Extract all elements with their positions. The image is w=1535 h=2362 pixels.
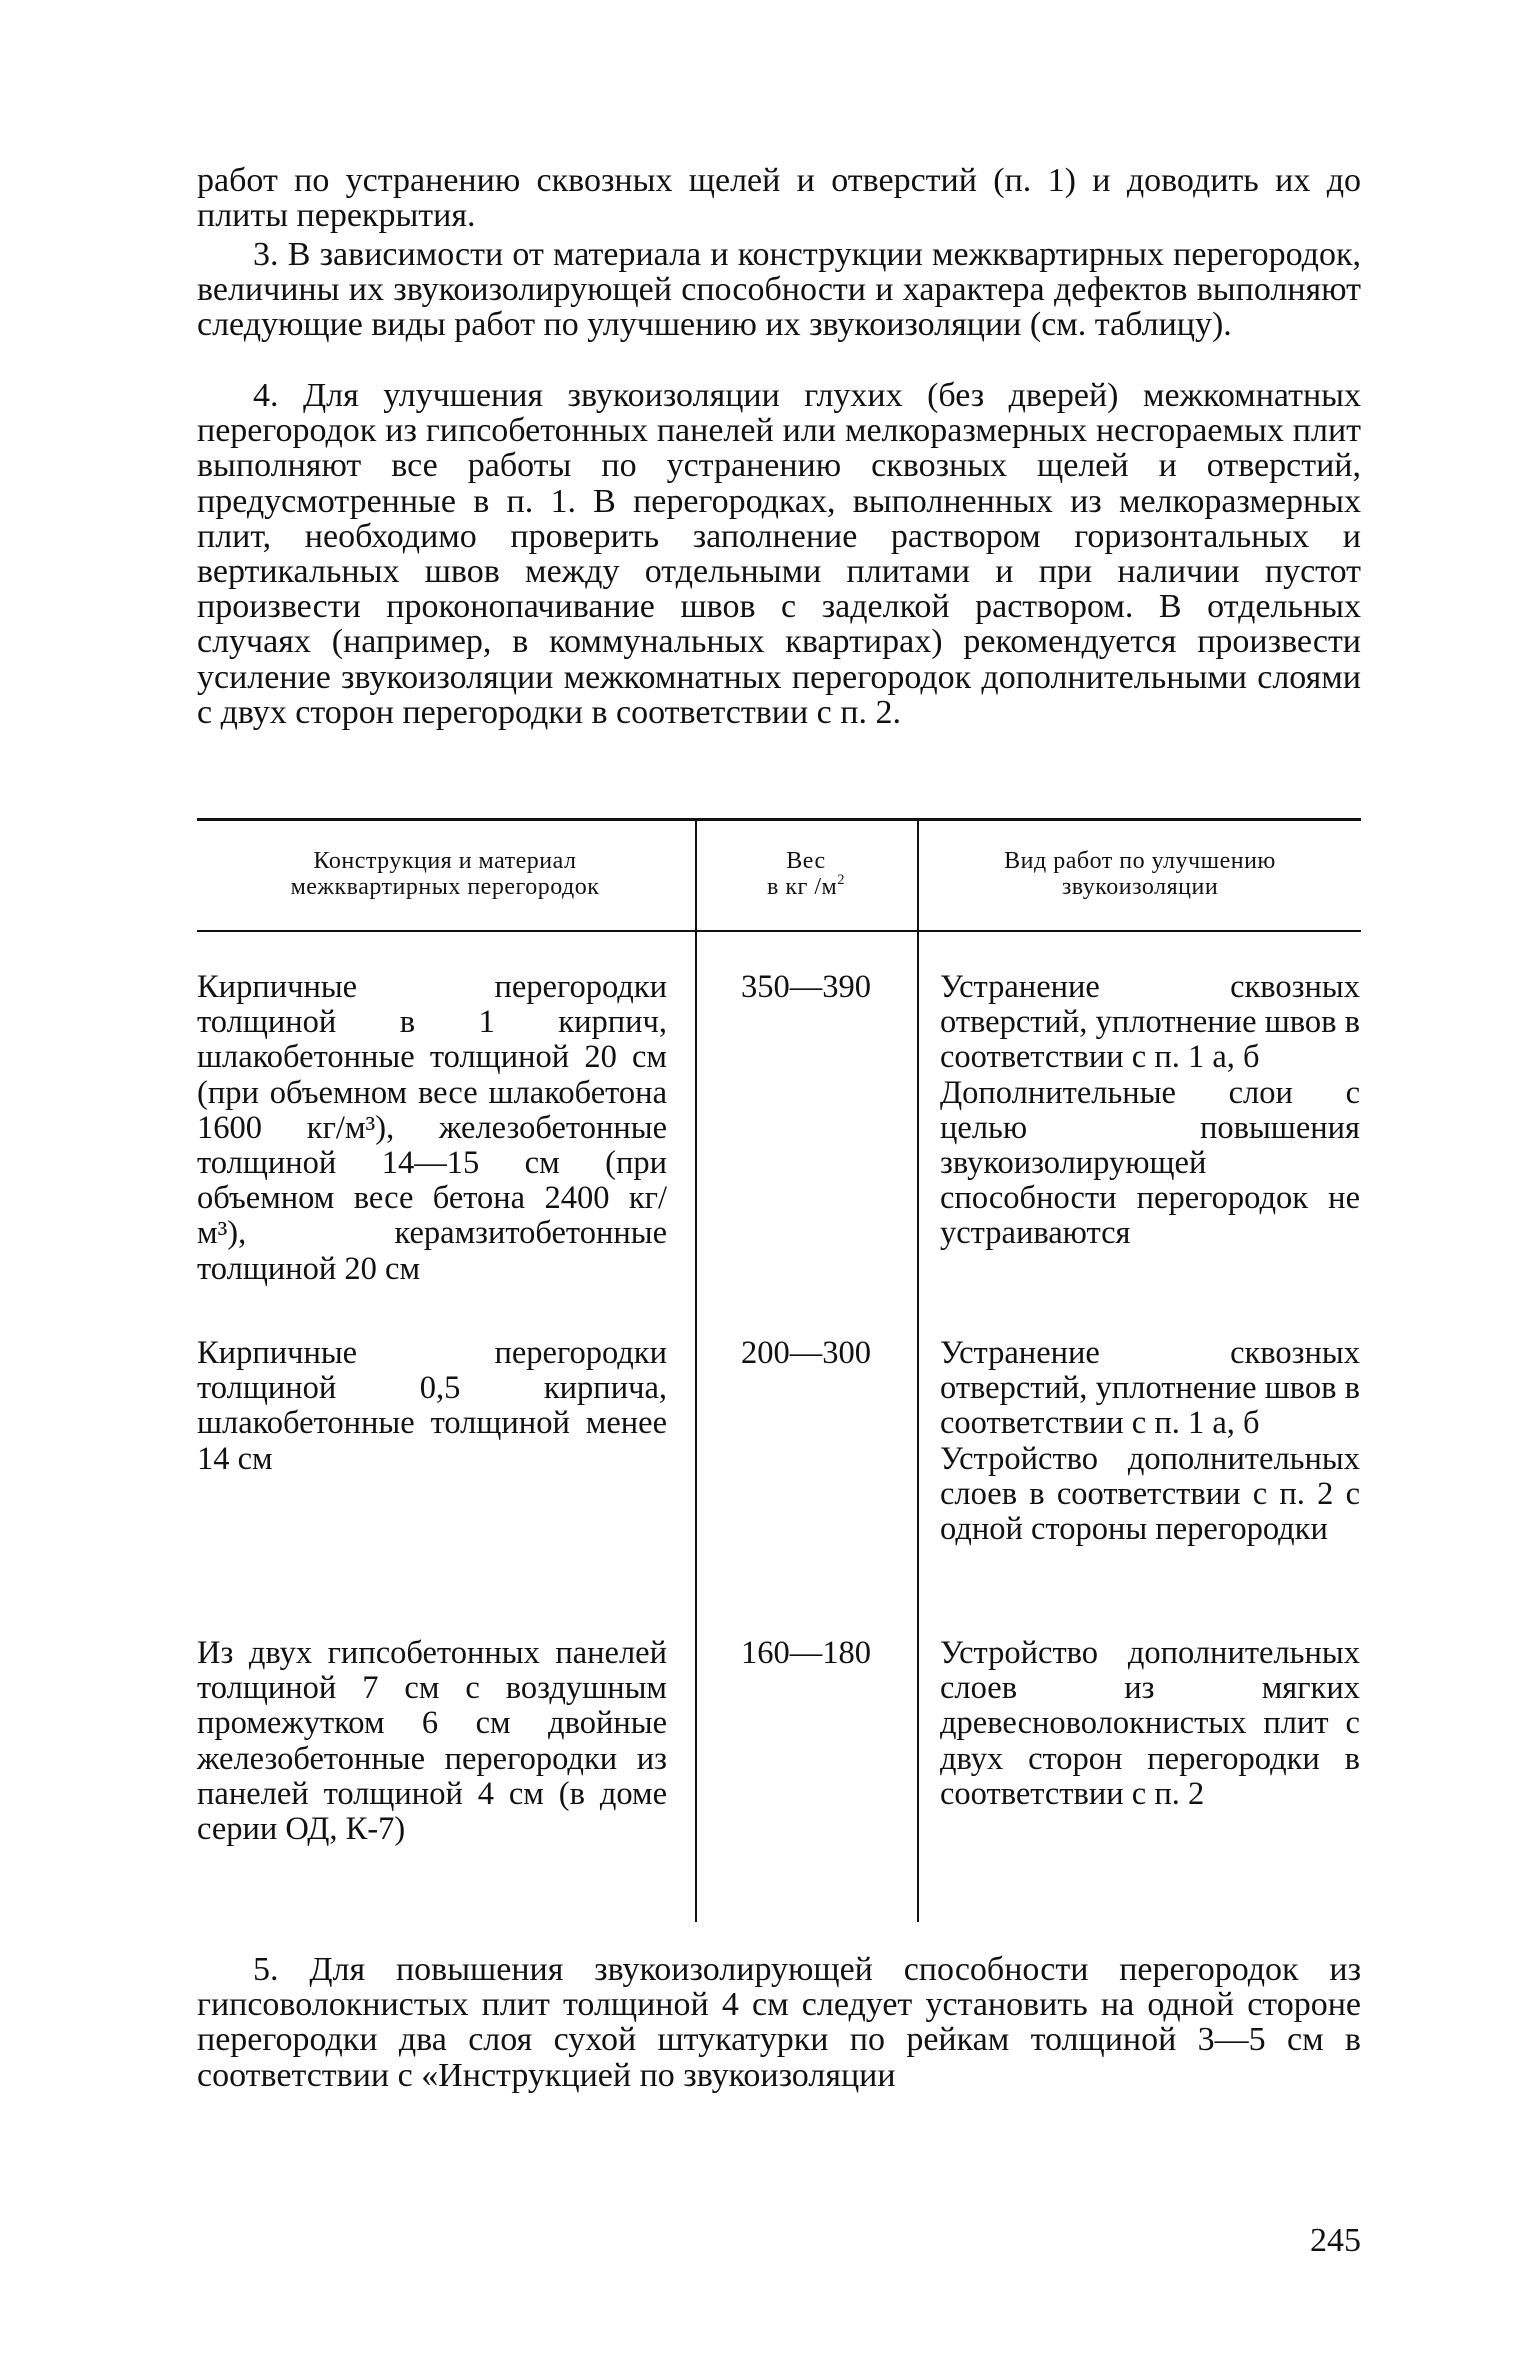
header-material	[200, 848, 690, 900]
header-weight-line1: Вес	[786, 848, 826, 874]
table-column-divider	[917, 932, 919, 1922]
work-item: Дополнительные слои с целью повышения звукоизолирующей способности перегородок не устраиваются	[940, 1074, 1360, 1252]
table-top-rule	[197, 818, 1361, 821]
table-cell-weight: 160—180	[741, 1635, 871, 1671]
header-material-line2: межквартирных перегородок	[290, 874, 600, 900]
table-cell-weight: 200—300	[741, 1335, 871, 1371]
table-column-divider	[695, 932, 697, 1922]
paragraph-4	[197, 378, 1361, 730]
paragraph-3	[197, 237, 1361, 343]
paragraph-4-text: 4. Для улучшения звукоизоляции глухих (без дверей) межкомнатных перегородок из гипсобетонных панелей или мелкоразмерных несгораемых плит выполняют все работы по устранению сквозных щелей и отверстий, предусмотренные в п. 1. В перегородках, выполненных из мелкоразмерных плит, необходимо проверить заполнение раствором горизонтальных и вертикальных швов между отдельными плитами и при наличии пустот произвести проконопачивание швов с заделкой раствором. В отдельных случаях (например, в коммунальных квартирах) рекомендуется произвести усиление звукоизоляции межкомнатных перегородок дополнительными слоями с двух сторон перегородки в соответствии с п. 2.	[197, 377, 1361, 731]
header-material-line1: Конструкция и материал	[313, 848, 577, 874]
table-cell-work	[940, 970, 1360, 1252]
paragraph-3-text: 3. В зависимости от материала и конструкции межквартирных перегородок, величины их звукоизолирующей способности и характера дефектов выполняют следующие виды работ по улучшению их звукоизоляции (см. таблицу).	[197, 236, 1361, 344]
paragraph-5	[197, 1952, 1361, 2093]
table-cell-material: Из двух гипсобетонных панелей толщиной 7 см с воздушным промежутком 6 см двойные железобетонные перегородки из панелей толщиной 4 см (в доме серии ОД, К-7)	[197, 1635, 667, 1848]
paragraph-5-text: 5. Для повышения звукоизолирующей способности перегородок из гипсоволокнистых плит толщиной 4 см следует установить на одной стороне перегородки два слоя сухой штукатурки по рейкам толщиной 3—5 см в соответствии с «Инструкцией по звукоизоляции	[197, 1951, 1361, 2094]
work-item: Устранение сквозных отверстий, уплотнение швов в соответствии с п. 1 а, б	[940, 969, 1360, 1076]
table-header-rule	[197, 930, 1361, 932]
header-weight-sup: 2	[837, 871, 845, 888]
paragraph-continuation: работ по устранению сквозных щелей и отверстий (п. 1) и доводить их до плиты перекрытия.	[197, 162, 1361, 235]
header-weight-line2	[700, 871, 912, 900]
work-item: Устройство дополнительных слоев из мягких древесноволокнистых плит с двух сторон перегородки в соответствии с п. 2	[940, 1635, 1360, 1812]
table-cell-weight: 350—390	[741, 969, 871, 1005]
table-cell-material: Кирпичные перегородки толщиной в 1 кирпич, шлакобетонные толщиной 20 см (при объемном весе шлакобетона 1600 кг/м³), железобетонные толщиной 14—15 см (при объемном весе бетона 2400 кг/м³), керамзитобетонные толщиной 20 см	[197, 969, 667, 1287]
table-cell-material: Кирпичные перегородки толщиной 0,5 кирпича, шлакобетонные толщиной менее 14 см	[197, 1335, 667, 1477]
work-item: Устранение сквозных отверстий, уплотнение швов в соответствии с п. 1 а, б	[940, 1335, 1360, 1442]
table-cell-work	[940, 1336, 1360, 1547]
table-column-divider	[695, 820, 697, 930]
header-weight-unit: в кг /м	[767, 874, 838, 900]
header-work-line1: Вид работ по улучшению	[1004, 848, 1276, 874]
header-work	[922, 848, 1358, 900]
table-cell-work	[940, 1636, 1360, 1812]
header-weight	[700, 848, 912, 900]
table-column-divider	[917, 820, 919, 930]
page-number: 245	[1310, 2222, 1361, 2259]
work-item: Устройство дополнительных слоев в соответствии с п. 2 с одной стороны перегородки	[940, 1440, 1360, 1548]
header-work-line2: звукоизоляции	[1061, 874, 1219, 900]
